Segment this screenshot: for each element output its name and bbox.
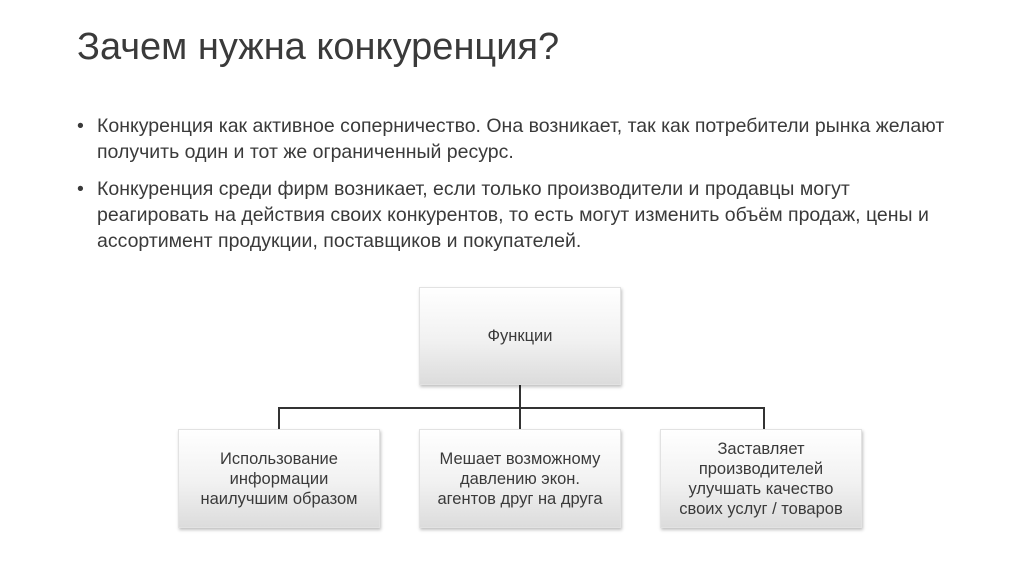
bullet-list — [77, 113, 957, 265]
bullet-text: Конкуренция как активное соперничество. Она возникает, так как потребители рынка желают получить один и тот же ограниченный ресурс. — [97, 115, 945, 163]
diagram-child-node: Заставляет производителей улучшать качество своих услуг / товаров — [660, 429, 862, 528]
bullet-marker: • — [77, 115, 84, 137]
connector-child-1 — [278, 407, 280, 429]
bullet-item — [77, 113, 957, 165]
diagram-child-node: Мешает возможному давлению экон. агентов друг на друга — [419, 429, 621, 528]
bullet-item — [77, 176, 957, 254]
connector-horizontal-bar — [278, 407, 765, 409]
bullet-marker: • — [77, 178, 84, 200]
connector-child-3 — [763, 407, 765, 429]
slide-title: Зачем нужна конкуренция? — [77, 26, 560, 68]
diagram-child-node: Использование информации наилучшим образом — [178, 429, 380, 528]
connector-root-stem — [519, 385, 521, 408]
diagram-root-node: Функции — [419, 287, 621, 385]
connector-child-2 — [519, 407, 521, 429]
bullet-text: Конкуренция среди фирм возникает, если только производители и продавцы могут реагировать на действия своих конкурентов, то есть могут изменить объём продаж, цены и ассортимент продукции, поставщиков и покупателей. — [97, 178, 929, 252]
